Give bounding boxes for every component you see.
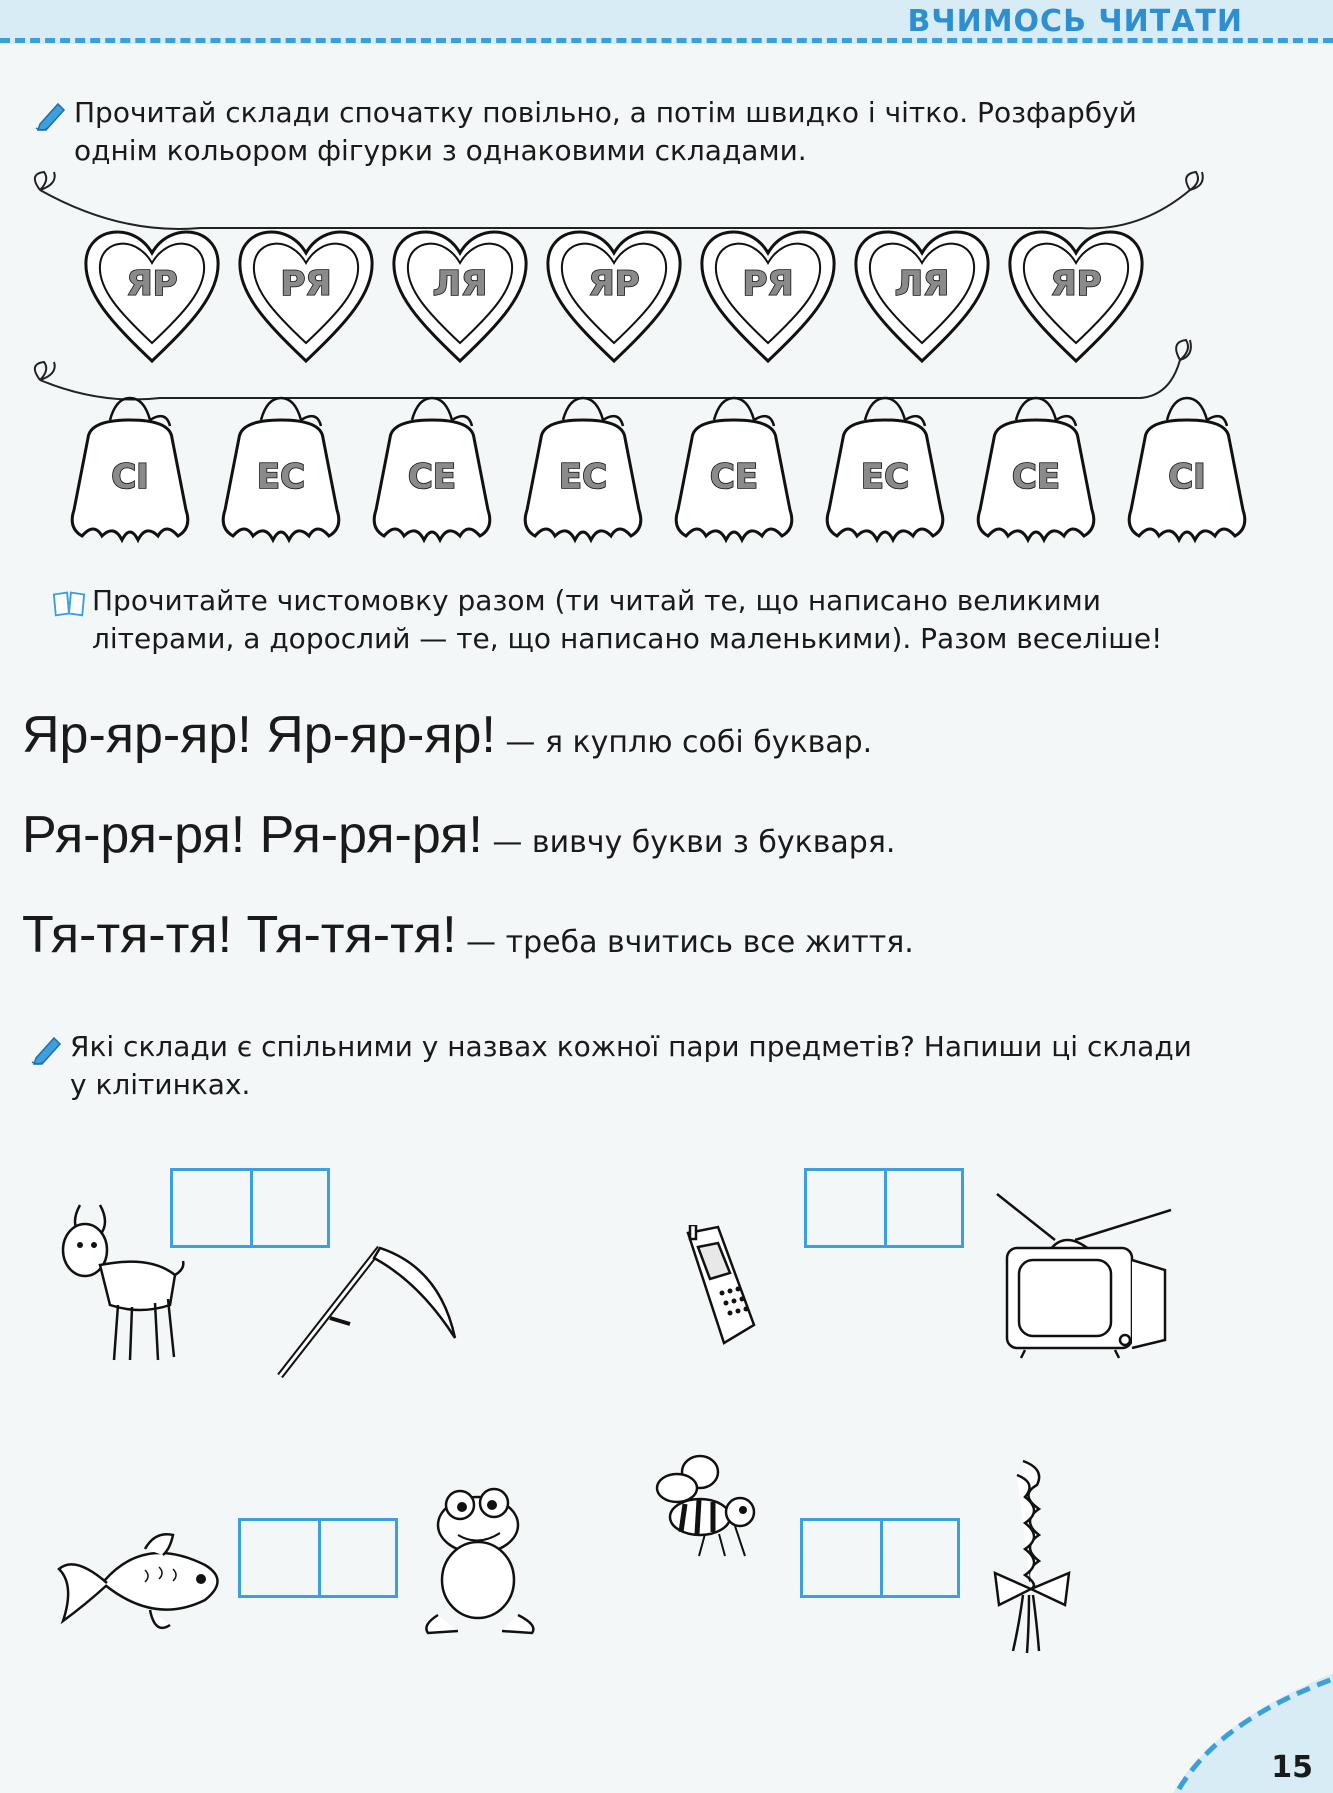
- page-header-title: ВЧИМОСЬ ЧИТАТИ: [907, 4, 1243, 39]
- frog-icon: [418, 1485, 543, 1635]
- heart-shape[interactable]: [86, 232, 218, 361]
- task-1-instruction: Прочитай склади спочатку повільно, а потім швидко і чітко. Розфарбуй однім кольором фігурки з однаковими складами.: [74, 96, 1137, 167]
- bell-shape[interactable]: [676, 398, 792, 540]
- heart-shape[interactable]: [702, 232, 834, 361]
- heart-syllable: ЯР: [588, 264, 640, 304]
- bell-shape[interactable]: [1129, 398, 1245, 540]
- task-3: [70, 1028, 1210, 1104]
- heart-shape[interactable]: [548, 232, 680, 361]
- tongue-twister-line-2: [22, 805, 895, 865]
- bell-syllable: СЕ: [407, 457, 457, 497]
- bell-syllable: СІ: [111, 457, 149, 497]
- bell-shape[interactable]: [978, 398, 1094, 540]
- television-icon: [995, 1190, 1175, 1360]
- task-2-instruction: Прочитайте чистомовку разом (ти читай те, що написано великими літерами, а дорослий — те, що написано маленькими). Разом веселіше!: [92, 584, 1163, 655]
- scythe-icon: [270, 1228, 460, 1378]
- answer-box-fish-frog[interactable]: [238, 1518, 398, 1598]
- child-part: Яр-яр-яр! Яр-яр-яр!: [22, 706, 496, 764]
- tongue-twister-line-3: [22, 905, 914, 965]
- bell-shape[interactable]: [72, 398, 188, 540]
- open-book-icon: [52, 586, 86, 620]
- bell-shape[interactable]: [525, 398, 641, 540]
- heart-shape[interactable]: [240, 232, 372, 361]
- adult-part: — треба вчитись все життя.: [456, 925, 914, 960]
- bell-syllable: СІ: [1168, 457, 1206, 497]
- braid-icon: [985, 1455, 1080, 1655]
- goldfish-icon: [55, 1525, 230, 1640]
- answer-box-bee-braid[interactable]: [800, 1518, 960, 1598]
- task-2: [92, 582, 1212, 658]
- answer-box-phone-tv[interactable]: [804, 1168, 964, 1248]
- heart-shape[interactable]: [856, 232, 988, 361]
- heart-shape[interactable]: [394, 232, 526, 361]
- bells-row: [72, 398, 1245, 540]
- bell-syllable: СЕ: [709, 457, 759, 497]
- bell-shape[interactable]: [223, 398, 339, 540]
- bell-shape[interactable]: [827, 398, 943, 540]
- heart-syllable: РЯ: [742, 264, 794, 304]
- heart-syllable: ЛЯ: [894, 264, 950, 304]
- adult-part: — вивчу букви з букваря.: [482, 825, 896, 860]
- mobile-phone-icon: [668, 1225, 768, 1350]
- bell-shape[interactable]: [374, 398, 490, 540]
- goat-icon: [40, 1195, 190, 1370]
- child-part: Тя-тя-тя! Тя-тя-тя!: [22, 906, 457, 964]
- bell-syllable: ЕС: [256, 457, 306, 497]
- heart-syllable: РЯ: [280, 264, 332, 304]
- child-part: Ря-ря-ря! Ря-ря-ря!: [22, 806, 483, 864]
- adult-part: — я куплю собі буквар.: [495, 725, 873, 760]
- bell-garland-string: [40, 360, 1180, 400]
- bee-icon: [655, 1452, 765, 1562]
- pencil-icon: [30, 1032, 64, 1066]
- page-number: 15: [1271, 1750, 1313, 1785]
- heart-garland-string: [40, 190, 1190, 229]
- tongue-twister-line-1: [22, 705, 872, 765]
- task-3-instruction: Які склади є спільними у назвах кожної пари предметів? Напиши ці склади у клітинках.: [70, 1030, 1192, 1101]
- heart-shape[interactable]: [1010, 232, 1142, 361]
- heart-syllable: ЯР: [126, 264, 178, 304]
- bell-syllable: ЕС: [860, 457, 910, 497]
- hearts-row: [86, 232, 1142, 361]
- bell-syllable: ЕС: [558, 457, 608, 497]
- heart-syllable: ЯР: [1050, 264, 1102, 304]
- bell-syllable: СЕ: [1011, 457, 1061, 497]
- heart-syllable: ЛЯ: [432, 264, 488, 304]
